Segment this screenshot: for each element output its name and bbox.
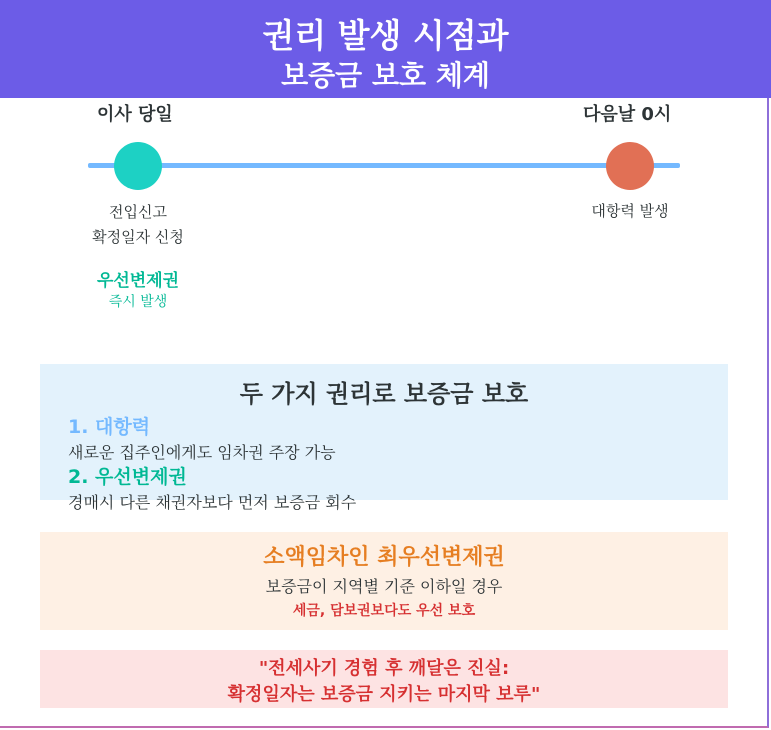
timeline-start-label: 이사 당일 — [97, 104, 173, 125]
priority-note — [58, 266, 218, 311]
timeline-start-desc — [58, 200, 218, 250]
quote-line1: "전세사기 경험 후 깨달은 진실: — [258, 658, 510, 679]
timeline-end-desc: 대항력 발생 — [591, 202, 669, 220]
small-tenant-box — [40, 532, 728, 630]
small-tenant-title: 소액임차인 최우선변제권 — [263, 545, 505, 570]
timeline-end-label: 다음날 0시 — [583, 104, 672, 125]
timeline-line — [88, 163, 680, 168]
rights-box — [40, 364, 728, 512]
page-title: 권리 발생 시점과 — [262, 16, 509, 55]
start-desc-line2: 확정일자 신청 — [92, 228, 184, 246]
right-2-desc: 경매시 다른 채권자보다 먼저 보증금 회수 — [68, 493, 357, 512]
right-2-title: 2. 우선변제권 — [68, 466, 187, 488]
quote-line2: 확정일자는 보증금 지키는 마지막 보루" — [227, 684, 541, 705]
quote-box — [40, 650, 728, 708]
page-subtitle: 보증금 보호 체계 — [281, 59, 490, 92]
rights-box-title: 두 가지 권리로 보증금 보호 — [239, 380, 529, 408]
timeline-end-dot — [606, 142, 654, 190]
header-banner — [0, 0, 771, 98]
priority-subtitle: 즉시 발생 — [108, 294, 168, 310]
start-desc-line1: 전입신고 — [109, 203, 167, 221]
priority-title: 우선변제권 — [96, 271, 180, 291]
right-1-title: 1. 대항력 — [68, 416, 151, 438]
small-tenant-line1: 보증금이 지역별 기준 이하일 경우 — [265, 577, 503, 596]
timeline-start-dot — [114, 142, 162, 190]
small-tenant-line2: 세금, 담보권보다도 우선 보호 — [292, 603, 476, 619]
right-1-desc: 새로운 집주인에게도 임차권 주장 가능 — [68, 443, 336, 462]
